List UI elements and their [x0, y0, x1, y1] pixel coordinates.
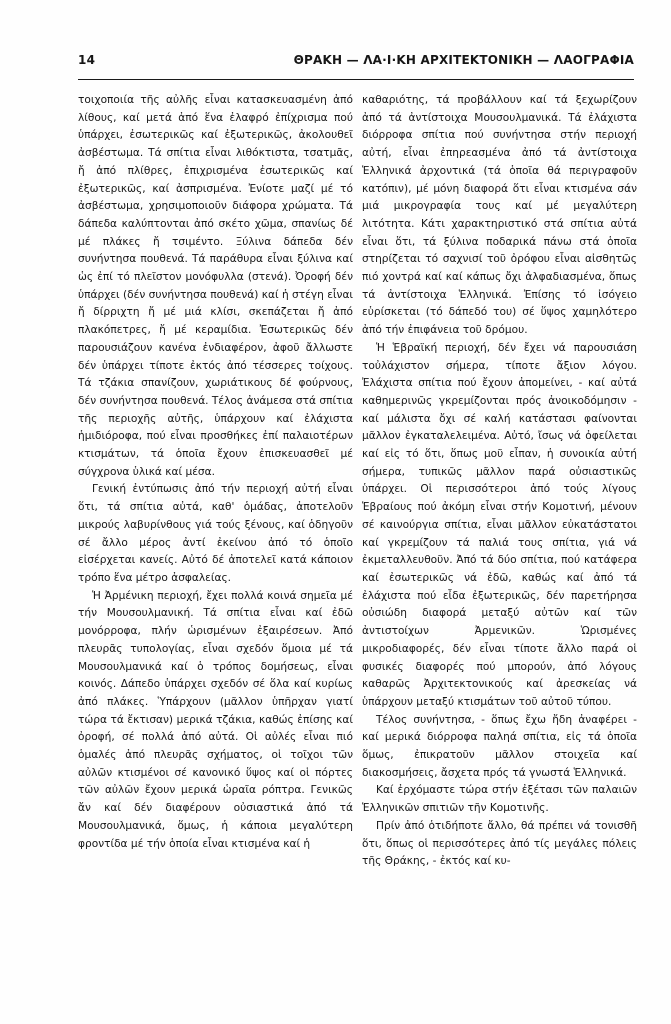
paragraph: Γενική ἐντύπωσις ἀπό τήν περιοχή αὐτή εἶναι ὅτι, τά σπίτια αὐτά, καθ' ὁμάδας, ἀποτελοῦν μικρούς λαβυρίνθους γιά τούς ξένους, καί ὁδηγοῦν σέ ἄλλο μέρος ἀντί ἐκείνου ἀπό τό ὁποῖο εἰσέρχεται κανείς. Αὐτό δέ ἀποτελεῖ κατά κάποιον τρόπο ἕνα μέτρο ἀσφαλείας.	[78, 483, 353, 584]
paragraph: Τέλος συνήντησα, - ὅπως ἔχω ἤδη ἀναφέρει - καί μερικά διόρροφα παληά σπίτια, εἰς τά ὁποῖα ὅμως, ἐπικρατοῦν μᾶλλον στοιχεῖα καί διακοσμήσεις, ἄσχετα πρός τά γνωστά Ἑλληνικά.	[362, 713, 637, 779]
page-number: 14	[78, 53, 96, 67]
running-title: ΘΡΑΚΗ — ΛΑ·Ι·ΚΗ ΑΡΧΙΤΕΚΤΟΝΙΚΗ — ΛΑΟΓΡΑΦΙΑ	[293, 53, 634, 67]
paragraph: τοιχοποιία τῆς αὐλῆς εἶναι κατασκευασμένη ἀπό λίθους, καί μετά ἀπό ἕνα ἐλαφρό ἐπίχρισμα πού ὑπάρχει, ἐσωτερικῶς καί ἐξωτερικῶς, ἀκολουθεῖ ἀσβέστωμα. Τά σπίτια εἶναι λιθόκτιστα, τσατμᾶς, ἤ ἀπό πλίθρες, ἐπιχρισμένα ἐσωτερικῶς καί ἐξωτερικῶς, καί ἀσπρισμένα. Ἐνίοτε μαζί μέ τό ἀσβέστωμα, χρησιμοποιοῦν διάφορα χρώματα. Τά δάπεδα καλύπτονται ἀπό σκέτο χῶμα, σπανίως δέ μέ πλάκες ἤ τσιμέντο. Ξύλινα δάπεδα δέν συνήντησα πουθενά. Τά παράθυρα εἶναι ξύλινα καί ὡς ἐπί τό πλεῖστον μονόφυλλα (στενά). Ὀροφή δέν ὑπάρχει (δέν συνήντησα πουθενά) καί ἡ στέγη εἶναι ἤ δίρριχτη ἤ μέ μιά κλίσι, σκεπάζεται ἤ ἀπό πλακόπετρες, ἤ μέ κεραμίδια. Ἐσωτερικῶς δέν παρουσιάζουν κανένα ἐνδιαφέρον, ἀφοῦ ἄλλωστε δέν ὑπάρχει τίποτε ἐκτός ἀπό τέσσερες τοίχους. Τά τζάκια σπανίζουν, χωριάτικους δέ φούρνους, δέν συνήντησα πουθενά. Τέλος ἀνάμεσα στά σπίτια τῆς περιοχῆς αὐτῆς, ὑπάρχουν καί ἐλάχιστα ἡμιδιόροφα, πού εἶναι προσθήκες ἐπί παλαιοτέρων κτισμάτων, τά ὁποῖα ἔχουν ἐπισκευασθεῖ μέ σύγχρονα ὑλικά καί μέσα.	[78, 94, 354, 478]
header-rule	[78, 79, 634, 80]
paragraph: Ἡ Ἑβραϊκή περιοχή, δέν ἔχει νά παρουσιάση τοὐλάχιστον σήμερα, τίποτε ἄξιον λόγου. Ἐλάχιστα σπίτια πού ἔχουν ἀπομείνει, - καί αὐτά καθημερινῶς γκρεμίζονται πρός ἀνοικοδόμησιν - καί μάλιστα ὄχι σέ καλή κατάστασι φαίνονται μᾶλλον ἐγκαταλελειμένα. Αὐτό, ἴσως νά ὀφείλεται καί εἰς τό ὅτι, ὅπως μοῦ εἶπαν, ἡ συνοικία αὐτή σήμερα, τυπικῶς μᾶλλον παρά οὐσιαστικῶς ὑπάρχει. Οἱ περισσότεροι ἀπό τούς λίγους Ἑβραίους πού ἀκόμη εἶναι στήν Κομοτινή, μένουν σέ καινούργια σπίτια, εἶναι μᾶλλον εὐκατάστατοι καί γκρεμίζουν τά παλιά τους σπίτια, γιά νά ἐκμεταλλευθοῦν. Ἀπό τά δύο σπίτια, πού κατάφερα καί ἐσωτερικῶς νά ἐδῶ, καθώς καί ἀπό τά ἐλάχιστα πού εἶδα ἐξωτερικῶς, δέν παρετήρησα οὐσιώδη διαφορά μεταξύ αὐτῶν καί τῶν ἀντιστοίχων Ἀρμενικῶν. Ὡρισμένες μικροδιαφορές, δέν εἶναι τίποτε ἄλλο παρά οἱ φυσικές διαφορές πού μπορούν, ἀπό λόγους καθαρῶς Ἀρχιτεκτονικούς καί ἀρεσκείας νά ὑπάρχουν μεταξύ κτισμάτων τοῦ αὐτοῦ τύπου.	[362, 341, 637, 708]
paragraph: Πρίν ἀπό ὁτιδήποτε ἄλλο, θά πρέπει νά τονισθῆ ὅτι, ὅπως οἱ περισσότερες ἀπό τίς μεγάλες πόλεις τῆς Θράκης, - ἐκτός καί κυ-	[362, 819, 637, 868]
left-column	[78, 92, 353, 853]
right-column	[362, 92, 637, 871]
paragraph: Ἡ Ἀρμένικη περιοχή, ἔχει πολλά κοινά σημεῖα μέ τήν Μουσουλμανική. Τά σπίτια εἶναι καί ἐδῶ μονόρροφα, πλήν ὡρισμένων ἐξαιρέσεων. Ἀπό πλευρᾶς τυπολογίας, εἶναι σχεδόν ὅμοια μέ τά Μουσουλμανικά καί ὁ τρόπος δομήσεως, εἶναι κοινός. Δάπεδο ὑπάρχει σχεδόν σέ ὅλα καί κυρίως ἀπό πλάκες. Ὑπάρχουν (μᾶλλον ὑπῆρχαν γιατί τώρα τά ἔκτισαν) μερικά τζάκια, καθώς ἐπίσης καί ὀροφή, σέ πολλά ἀπό αὐτά. Οἱ αὐλές εἶναι πιό ὁμαλές ἀπό πλευρᾶς σχήματος, οἱ τοῖχοι τῶν αὐλῶν κτισμένοι σέ κανονικό ὕψος καί οἱ πόρτες τῶν αὐλῶν ἔχουν μερικά ὡραῖα ρόπτρα. Γενικῶς ἄν καί δέν διαφέρουν οὐσιαστικά ἀπό τά Μουσουλμανικά, ὅμως, ἡ κάποια μεγαλύτερη φροντίδα μέ τήν ὁποία εἶναι κτισμένα καί ἡ	[78, 589, 353, 850]
paragraph: Καί ἐρχόμαστε τώρα στήν ἐξέτασι τῶν παλαιῶν Ἑλληνικῶν σπιτιῶν τῆν Κομοτινῆς.	[362, 784, 637, 815]
paragraph: καθαριότης, τά προβάλλουν καί τά ξεχωρίζουν ἀπό τά ἀντίστοιχα Μουσουλμανικά. Τά ἐλάχιστα διόρροφα σπίτια πού συνήντησα στήν περιοχή αὐτή, εἶναι ἐπηρεασμένα ἀπό τά ἀντίστοιχα Ἑλληνικά ἀρχοντικά (τά ὁποῖα θά περιγραφοῦν κατόπιν), μέ μόνη διαφορά ὅτι εἶναι κτισμένα σάν μιά μικρογραφία τους καί μέ μεγαλύτερη λιτότητα. Κάτι χαρακτηριστικό στά σπίτια αὐτά εἶναι ὅτι, τά ξύλινα ποδαρικά πάνω στά ὁποῖα στηρίζεται τό σαχνισί τοῦ ὀρόφου εἶναι αἰσθητῶς πιό χοντρά καί καί κάπως ὄχι ἀλφαδιασμένα, ὅπως τά ἀντίστοιχα Ἑλληνικά. Ἐπίσης τό ἰσόγειο εὑρίσκεται (τό δάπεδό του) σέ ὕψος χαμηλότερο ἀπό τήν ἐπιφάνεια τοῦ δρόμου.	[362, 94, 637, 337]
page-header	[78, 53, 634, 77]
